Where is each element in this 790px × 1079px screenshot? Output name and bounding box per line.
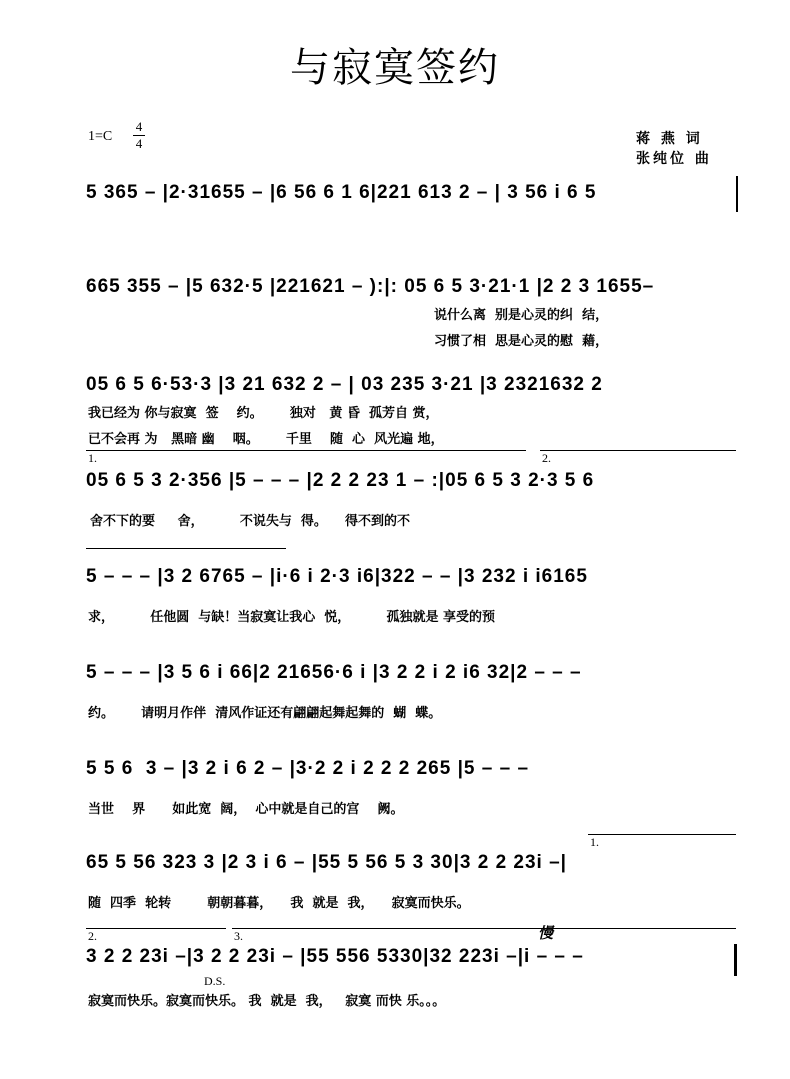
lyrics-row-8: 随 四季 轮转 朝朝暮暮， 我 就是 我， 寂寞而快乐。: [88, 896, 470, 911]
volta-2-label: 2.: [88, 929, 97, 943]
notation-row-4: 05 6 5 3 2·356 |5 – – – |2 2 2 23 1 – :|05 6 5 3 2·3 5 6: [86, 470, 595, 491]
lyrics-row-6: 约。 请明月作伴 清风作证还有翩翩起舞起舞的 蝴 蝶。: [88, 706, 442, 721]
notation-row-3: 05 6 5 6·53·3 |3 21 632 2 – | 03 235 3·21 |3 2321632 2: [86, 374, 603, 395]
notation-row-5: 5 – – – |3 2 6765 – |i·6 i 2·3 i6|322 – – |3 232 i i6165: [86, 566, 588, 587]
key-signature: 1=C: [88, 129, 113, 144]
volta-2-label: 2.: [542, 451, 551, 465]
composer-credit: 张纯位 曲: [636, 151, 712, 167]
lyrics-row-2-verse-2: 习惯了相 思是心灵的慰 藉，: [434, 334, 609, 349]
lyrics-row-9: 寂寞而快乐。寂寞而快乐。 我 就是 我， 寂寞 而快 乐。。。: [88, 994, 446, 1009]
meter-top: 4: [135, 119, 143, 134]
tempo-marking: 慢: [538, 926, 554, 942]
meter-bottom: 4: [135, 136, 143, 151]
lyrics-row-5: 求， 任他圆 与缺！当寂寞让我心 悦， 孤独就是 享受的预: [88, 610, 496, 625]
dal-segno-marking: D.S.: [204, 974, 226, 988]
final-barline: [734, 944, 737, 976]
notation-row-6: 5 – – – |3 5 6 i 66|2 21656·6 i |3 2 2 i 2 i6 32|2 – – –: [86, 662, 582, 683]
notation-row-9: 3 2 2 23i –|3 2 2 23i – |55 556 5330|32 223i –|i – – –: [86, 946, 584, 967]
lyrics-row-7: 当世 界 如此宽 阔， 心中就是自己的宫 阙。: [88, 802, 404, 817]
divider-line: [86, 548, 286, 549]
notation-row-1: 5 365 – |2·31655 – |6 56 6 1 6|221 613 2 – | 3 56 i 6 5: [86, 182, 597, 203]
song-title: 与寂寞签约: [290, 45, 500, 91]
lyrics-row-2-verse-1: 说什么离 别是心灵的纠 结，: [434, 308, 609, 323]
notation-row-8: 65 5 56 323 3 |2 3 i 6 – |55 5 56 5 3 30|3 2 2 23i –|: [86, 852, 567, 873]
volta-bracket: [86, 928, 226, 929]
volta-bracket: [588, 834, 736, 835]
volta-bracket: [540, 450, 736, 451]
volta-bracket: [86, 450, 526, 451]
notation-row-7: 5 5 6 3 – |3 2 i 6 2 – |3·2 2 i 2 2 2 265 |5 – – –: [86, 758, 530, 779]
barline: [736, 176, 738, 212]
lyricist-credit: 蒋 燕 词: [636, 131, 703, 147]
volta-1-label: 1.: [88, 451, 97, 465]
volta-3-label: 3.: [234, 929, 243, 943]
time-signature: [133, 120, 145, 151]
lyrics-row-3-verse-1: 我已经为 你与寂寞 签 约。 独对 黄 昏 孤芳自 赏，: [88, 406, 439, 421]
lyrics-row-4: 舍不下的要 舍， 不说失与 得。 得不到的不: [90, 514, 410, 529]
volta-bracket: [232, 928, 736, 929]
volta-1-label: 1.: [590, 835, 599, 849]
lyrics-row-3-verse-2: 已不会再 为 黑暗 幽 咽。 千里 随 心 风光遍 地，: [88, 432, 444, 447]
notation-row-2: 665 355 – |5 632·5 |221621 – ):|: 05 6 5 3·21·1 |2 2 3 1655–: [86, 276, 655, 297]
